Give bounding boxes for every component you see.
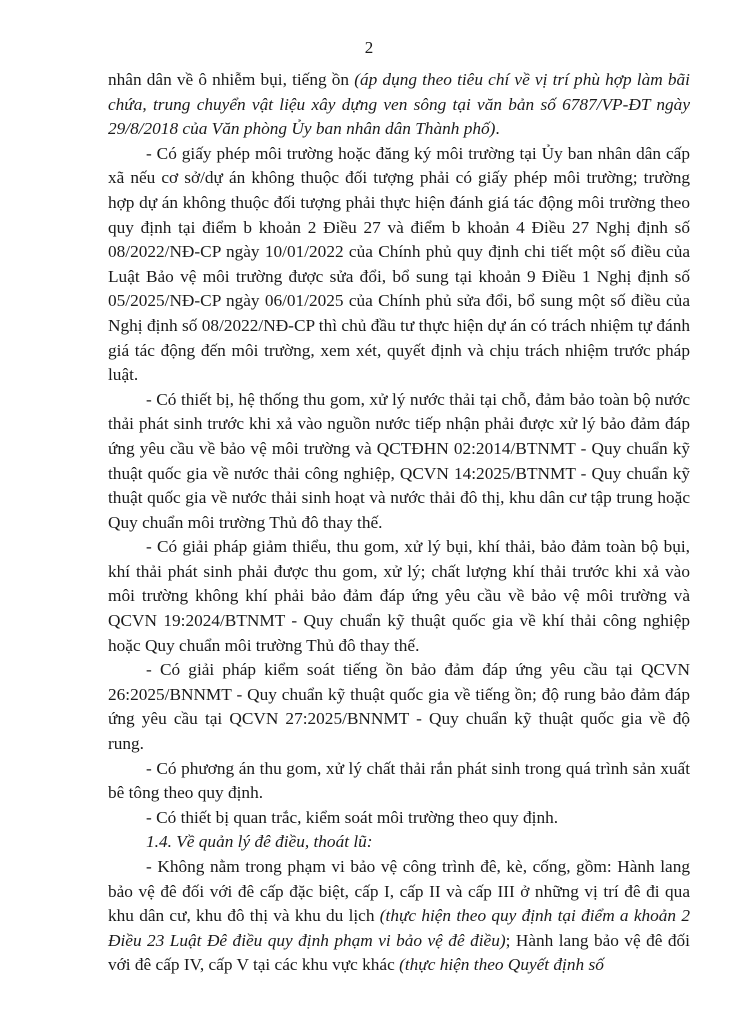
- italic-text: (áp dụng theo tiêu chí về vị trí phù hợp làm bãi chứa, trung chuyển vật liệu xây dựng ven sông tại văn bản số 6787/VP-ĐT ngày 29/8/2018 của Văn phòng Ủy ban nhân dân Thành phố): [108, 70, 690, 139]
- paragraph-p6: [108, 806, 690, 831]
- text-run: .: [495, 119, 500, 139]
- text-run: - Có phương án thu gom, xử lý chất thải rắn phát sinh trong quá trình sản xuất bê tông theo quy định.: [108, 758, 690, 803]
- text-run: - Có thiết bị, hệ thống thu gom, xử lý nước thải tại chỗ, đảm bảo toàn bộ nước thải phát sinh trước khi xả vào nguồn nước tiếp nhận phải được xử lý bảo đảm đáp ứng yêu cầu về bảo vệ môi trường và QCTĐHN 02:2014/BTNMT - Quy chuẩn kỹ thuật quốc gia về nước thải công nghiệp, QCVN 14:2025/BTNMT - Quy chuẩn kỹ thuật quốc gia về nước thải sinh hoạt và nước thải đô thị, khu dân cư tập trung hoặc Quy chuẩn môi trường Thủ đô thay thế.: [108, 389, 690, 532]
- italic-text: (thực hiện theo Quyết định số: [399, 955, 604, 975]
- text-run: - Có giải pháp giảm thiểu, thu gom, xử lý bụi, khí thải, bảo đảm toàn bộ bụi, khí thải phát sinh phải được thu gom, xử lý; chất lượng khí thải trước khi xả vào môi trường không khí phải bảo đảm đáp ứng yêu cầu về bảo vệ môi trường và QCVN 19:2024/BTNMT - Quy chuẩn kỹ thuật quốc gia về khí thải công nghiệp hoặc Quy chuẩn môi trường Thủ đô thay thế.: [108, 537, 690, 655]
- paragraph-p1: [108, 142, 690, 388]
- paragraph-p3: [108, 535, 690, 658]
- text-run: - Có giải pháp kiểm soát tiếng ồn bảo đảm đáp ứng yêu cầu tại QCVN 26:2025/BNNMT - Quy chuẩn kỹ thuật quốc gia về tiếng ồn; độ rung bảo đảm đáp ứng yêu cầu tại QCVN 27:2025/BNNMT - Quy chuẩn kỹ thuật quốc gia về độ rung.: [108, 660, 690, 754]
- page-number: 2: [364, 38, 374, 57]
- document-body: [108, 68, 690, 978]
- paragraph-p5: [108, 757, 690, 806]
- italic-text: (thực hiện theo quy định tại điểm a khoản 2 Điều 23 Luật Đê điều quy định phạm vi bảo vệ đê điều): [108, 906, 690, 950]
- paragraph-p4: [108, 658, 690, 756]
- text-run: ; Hành lang bảo vệ đê đối với đê cấp IV, cấp V tại các khu vực khác: [108, 930, 690, 975]
- text-run: nhân dân về ô nhiễm bụi, tiếng ồn: [108, 70, 355, 89]
- paragraph-p2: [108, 388, 690, 536]
- text-run: - Không nằm trong phạm vi bảo vệ công trình đê, kè, cống, gồm: Hành lang bảo vệ đê đối với đê cấp đặc biệt, cấp I, cấp II và cấp III ở những vị trí đê đi qua khu dân cư, khu đô thị và khu du lịch: [108, 857, 690, 926]
- italic-text: 1.4. Về quản lý đê điều, thoát lũ:: [146, 832, 373, 852]
- paragraph-p7: [108, 830, 690, 855]
- paragraph-p8: [108, 855, 690, 978]
- text-run: - Có thiết bị quan trắc, kiểm soát môi trường theo quy định.: [146, 807, 559, 827]
- paragraph-p0: [108, 68, 690, 142]
- text-run: - Có giấy phép môi trường hoặc đăng ký môi trường tại Ủy ban nhân dân cấp xã nếu cơ sở/dự án không thuộc đối tượng phải có giấy phép môi trường; trường hợp dự án không thuộc đối tượng phải thực hiện đánh giá tác động môi trường theo quy định tại điểm b khoản 2 Điều 27 và điểm b khoản 4 Điều 27 Nghị định số 08/2022/NĐ-CP ngày 10/01/2022 của Chính phủ quy định chi tiết một số điều của Luật Bảo vệ môi trường được sửa đổi, bổ sung tại khoản 9 Điều 1 Nghị định số 05/2025/NĐ-CP ngày 06/01/2025 của Chính phủ sửa đổi, bổ sung một số điều của Nghị định số 08/2022/NĐ-CP thì chủ đầu tư thực hiện dự án có trách nhiệm tự đánh giá tác động đến môi trường, xem xét, quyết định và chịu trách nhiệm trước pháp luật.: [108, 143, 690, 385]
